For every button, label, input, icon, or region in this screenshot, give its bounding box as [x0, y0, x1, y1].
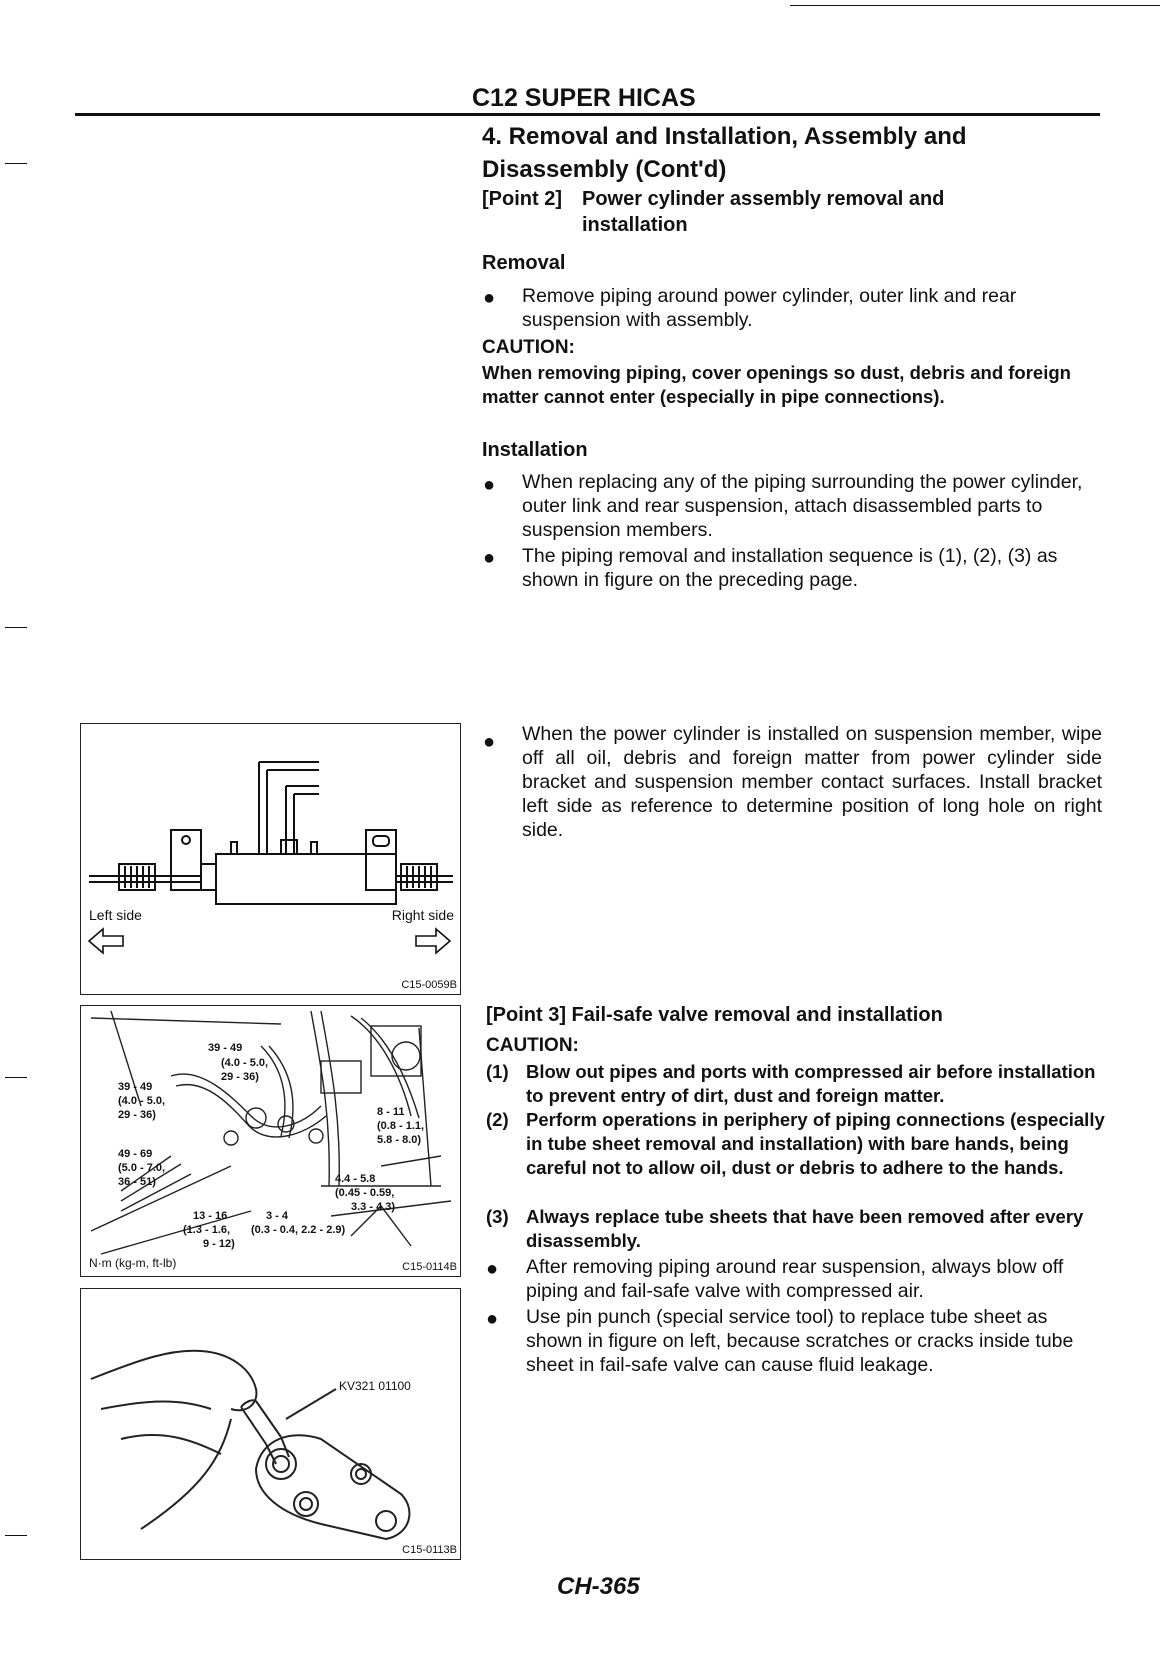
right-arrow-icon — [412, 926, 452, 956]
caution-num-3: (3) — [486, 1206, 509, 1227]
section-title: C12 SUPER HICAS — [472, 84, 696, 112]
torque-a-line2: (4.0 - 5.0, — [221, 1057, 269, 1069]
header-rule — [75, 113, 1100, 116]
point3-bullet-1: After removing piping around rear suspension, always blow off piping and fail-safe valve with compressed air. — [526, 1256, 1064, 1302]
installation-bullet-2: The piping removal and installation sequence is (1), (2), (3) as shown in figure on the preceding page. — [522, 545, 1058, 591]
torque-c-line1: 49 - 69 — [118, 1148, 153, 1160]
figure-power-cylinder — [80, 723, 461, 995]
torque-f-line3: 9 - 12) — [203, 1238, 235, 1250]
figure-torque-specs — [80, 1005, 461, 1277]
removal-bullet-text: Remove piping around power cylinder, outer link and rear suspension with assembly. — [522, 285, 1017, 331]
caution-text-1: Blow out pipes and ports with compressed air before installation to prevent entry of dirt, dust and foreign matter. — [526, 1061, 1096, 1106]
caution-text-2: Perform operations in periphery of piping connections (especially in tube sheet removal and installation) with bare hands, being careful not to allow oil, dust or debris to adhere to the hands. — [526, 1109, 1105, 1178]
left-side-label: Left side — [89, 907, 142, 923]
bracket-note: When the power cylinder is installed on suspension member, wipe off all oil, debris and foreign matter from power cylinder side bracket and suspension member contact surfaces. Install bracket left side as reference to determine position of long hole on right side. — [522, 723, 1102, 841]
torque-g-line2: (0.3 - 0.4, 2.2 - 2.9) — [251, 1224, 346, 1236]
left-arrow-icon — [87, 926, 127, 956]
power-cylinder-drawing — [81, 744, 459, 924]
torque-e-line2: (0.45 - 0.59, — [335, 1187, 395, 1199]
caution-num-2: (2) — [486, 1109, 509, 1130]
figure-pin-punch — [80, 1288, 461, 1560]
bullet-icon: ● — [483, 474, 496, 496]
margin-tick — [5, 163, 27, 164]
torque-d-line3: 5.8 - 8.0) — [377, 1134, 422, 1146]
installation-heading: Installation — [482, 439, 588, 461]
torque-c-line2: (5.0 - 7.0, — [118, 1162, 166, 1174]
bullet-icon: ● — [486, 1258, 499, 1280]
torque-b-line2: (4.0 - 5.0, — [118, 1095, 166, 1107]
torque-e-line1: 4.4 - 5.8 — [335, 1173, 376, 1185]
torque-b-line1: 39 - 49 — [118, 1081, 153, 1093]
torque-f-line1: 13 - 16 — [193, 1210, 228, 1222]
page-number: CH-365 — [557, 1573, 640, 1600]
torque-d-line1: 8 - 11 — [377, 1106, 405, 1118]
torque-a-line3: 29 - 36) — [221, 1071, 259, 1083]
removal-caution-label: CAUTION: — [482, 337, 575, 358]
torque-g-line1: 3 - 4 — [266, 1210, 289, 1222]
margin-tick — [5, 1077, 27, 1078]
valve-tool-drawing — [81, 1289, 459, 1559]
tool-number-label: KV321 01100 — [339, 1379, 411, 1393]
bullet-icon: ● — [483, 547, 496, 569]
installation-bullet-1: When replacing any of the piping surrounding the power cylinder, outer link and rear suspension, attach disassembled parts to suspension members. — [522, 471, 1083, 541]
torque-d-line2: (0.8 - 1.1, — [377, 1120, 425, 1132]
torque-f-line2: (1.3 - 1.6, — [183, 1224, 231, 1236]
torque-unit-legend: N·m (kg-m, ft-lb) — [89, 1256, 177, 1270]
point3-heading: [Point 3] Fail-safe valve removal and installation — [486, 1004, 943, 1026]
margin-tick — [5, 1535, 27, 1536]
point2-title-line2: installation — [582, 214, 688, 236]
torque-a-line1: 39 - 49 — [208, 1042, 243, 1054]
bullet-icon: ● — [483, 287, 496, 309]
torque-e-line3: 3.3 - 4.3) — [351, 1201, 396, 1213]
chapter-title: 4. Removal and Installation, Assembly and Disassembly (Cont'd) — [482, 123, 967, 183]
bullet-icon: ● — [483, 731, 496, 753]
bullet-icon: ● — [486, 1308, 499, 1330]
right-side-label: Right side — [391, 907, 454, 923]
figure-code: C15-0114B — [402, 1261, 457, 1273]
top-edge-line — [790, 5, 1160, 6]
point2-label: [Point 2] — [482, 188, 562, 210]
margin-tick — [5, 627, 27, 628]
point2-title-line1: Power cylinder assembly removal and — [582, 188, 945, 210]
figure-code: C15-0059B — [401, 979, 457, 991]
caution-num-1: (1) — [486, 1061, 509, 1082]
caution-text-3: Always replace tube sheets that have been removed after every disassembly. — [526, 1206, 1084, 1251]
removal-heading: Removal — [482, 252, 566, 274]
torque-b-line3: 29 - 36) — [118, 1109, 156, 1121]
removal-caution-text: When removing piping, cover openings so dust, debris and foreign matter cannot enter (especially in pipe connections). — [482, 362, 1071, 407]
point3-bullet-2: Use pin punch (special service tool) to replace tube sheet as shown in figure on left, because scratches or cracks inside tube sheet in fail-safe valve can cause fluid leakage. — [526, 1306, 1074, 1376]
torque-c-line3: 36 - 51) — [118, 1176, 156, 1188]
figure-code: C15-0113B — [402, 1544, 457, 1556]
point3-caution-label: CAUTION: — [486, 1035, 579, 1056]
